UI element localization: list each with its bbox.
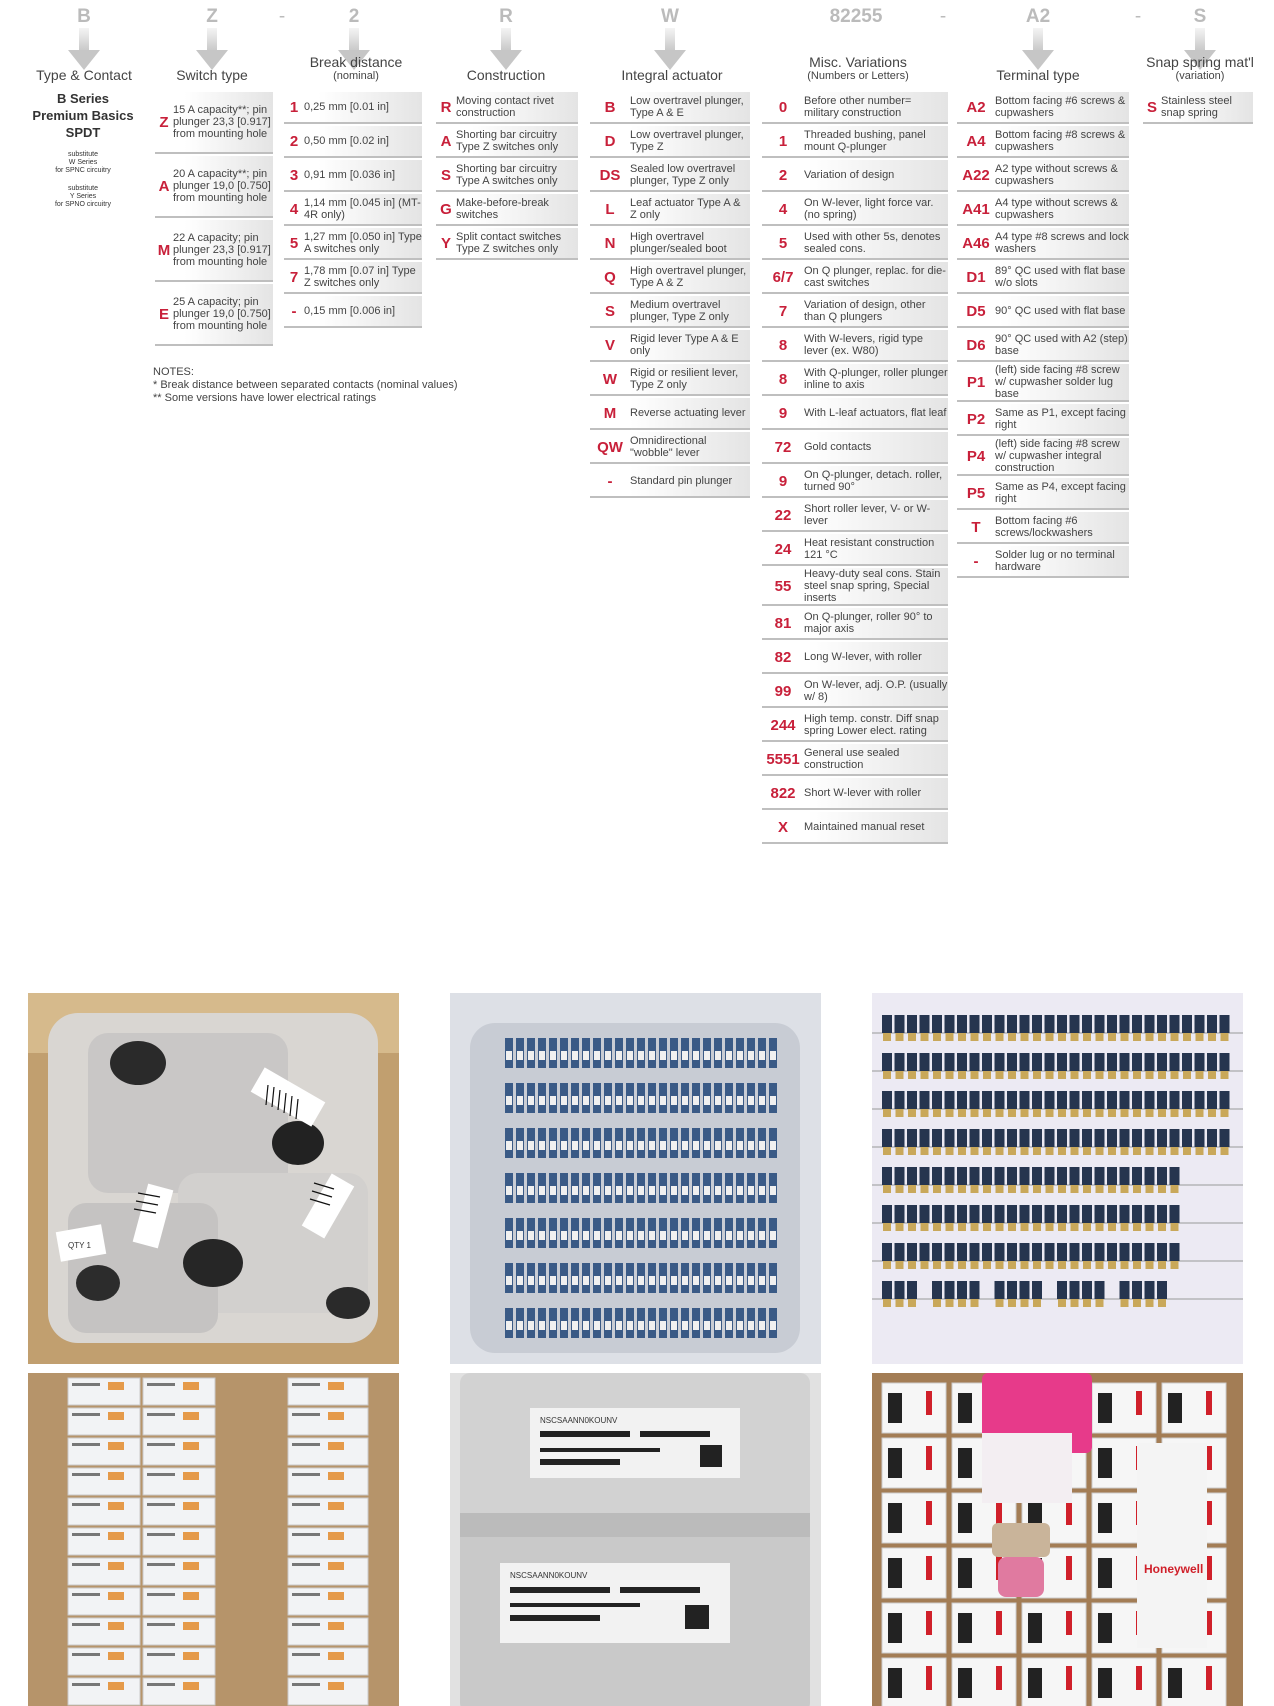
option-code: A — [440, 132, 452, 150]
switch-type-row — [155, 284, 273, 346]
bag-label-2: NSCSAANN0KOUNV — [510, 1571, 588, 1580]
option-description: 90° QC used with A2 (step) base — [995, 333, 1128, 357]
header-switch-type: Switch type — [176, 67, 248, 83]
option-code: 6/7 — [772, 268, 794, 286]
option-description: Short W-lever with roller — [804, 787, 922, 799]
option-description: 1,27 mm [0.050 in] Type A switches only — [304, 231, 422, 255]
option-description: 0,91 mm [0.036 in] — [304, 169, 396, 181]
type-premium-basics: Premium Basics — [32, 108, 134, 123]
misc-row — [762, 398, 948, 430]
option-code: 5 — [289, 234, 299, 252]
terminal-row — [957, 160, 1129, 192]
misc-row — [762, 642, 948, 674]
option-code: 5 — [778, 234, 788, 252]
construction-column — [436, 92, 578, 262]
type-spno: for SPNO circuitry — [54, 201, 111, 208]
code-letter-s: S — [1193, 6, 1207, 27]
misc-row — [762, 778, 948, 810]
break-distance-row — [284, 92, 422, 124]
option-description: 22 A capacity; pin plunger 23,3 [0.917] from mounting hole — [173, 232, 271, 268]
option-code: M — [603, 404, 617, 422]
option-description: 0,25 mm [0.01 in] — [304, 101, 389, 113]
option-description: 25 A capacity; pin plunger 19,0 [0.750] from mounting hole — [173, 296, 271, 332]
header-break-distance-sub: (nominal) — [333, 70, 379, 82]
snap-column — [1143, 92, 1253, 126]
option-code: A46 — [962, 234, 990, 252]
option-description: Threaded bushing, panel mount Q-plunger — [804, 129, 926, 153]
break-distance-row — [284, 126, 422, 158]
header-integral-actuator: Integral actuator — [621, 67, 723, 83]
option-code: A4 — [966, 132, 986, 150]
option-description: With W-levers, rigid type lever (ex. W80) — [804, 333, 923, 357]
misc-row — [762, 568, 948, 606]
option-description: Same as P1, except facing right — [995, 407, 1126, 431]
switch-type-row — [155, 156, 273, 218]
option-description: General use sealed construction — [804, 747, 900, 771]
option-description: Make-before-break switches — [456, 197, 549, 221]
option-code: B — [604, 98, 616, 116]
option-code: 1 — [289, 98, 299, 116]
terminal-row — [957, 364, 1129, 402]
type-y-series: Y Series — [69, 193, 97, 200]
terminal-row — [957, 330, 1129, 362]
option-code: 55 — [774, 577, 792, 595]
option-code: 2 — [289, 132, 299, 150]
misc-row — [762, 500, 948, 532]
down-arrow-icon — [202, 28, 222, 70]
option-code: N — [604, 234, 616, 252]
break-distance-row — [284, 194, 422, 226]
option-code: 9 — [778, 404, 788, 422]
option-description: High temp. constr. Diff snap spring Lower elect. rating — [804, 713, 939, 737]
option-description: On Q-plunger, roller 90° to major axis — [804, 611, 933, 635]
type-substitute-2: substitute — [68, 185, 98, 192]
option-code: A — [158, 177, 170, 195]
option-code: P5 — [966, 484, 986, 502]
misc-row — [762, 194, 948, 226]
header-construction: Construction — [466, 67, 546, 83]
option-code: 7 — [778, 302, 788, 320]
header-terminal: Terminal type — [996, 67, 1080, 83]
integral-actuator-row — [590, 194, 750, 226]
code-letter-r: R — [499, 6, 513, 27]
integral-actuator-row — [590, 330, 750, 362]
option-description: Rigid or resilient lever, Type Z only — [630, 367, 739, 391]
option-description: Low overtravel plunger, Type Z — [630, 129, 744, 153]
header-misc-title: Misc. Variations — [809, 54, 907, 70]
option-code: Q — [604, 268, 616, 286]
misc-row — [762, 330, 948, 362]
terminal-row — [957, 404, 1129, 436]
option-code: P2 — [966, 410, 986, 428]
integral-actuator-row — [590, 432, 750, 464]
option-description: 0,50 mm [0.02 in] — [304, 135, 389, 147]
option-code: M — [157, 241, 171, 259]
misc-row — [762, 296, 948, 328]
option-description: Medium overtravel plunger, Type Z only — [630, 299, 729, 323]
note-1: * Break distance between separated contacts (nominal values) — [153, 379, 458, 391]
option-description: Stainless steel snap spring — [1161, 95, 1232, 119]
option-code: 244 — [770, 716, 796, 734]
photo-foil-bags — [450, 1373, 821, 1706]
construction-row — [436, 92, 578, 124]
type-contact-column — [18, 90, 148, 209]
option-code: 5551 — [766, 750, 800, 768]
code-letter-w: W — [661, 6, 679, 27]
integral-actuator-row — [590, 160, 750, 192]
option-description: Before other number= military construction — [804, 95, 912, 119]
integral-actuator-row — [590, 228, 750, 260]
option-code: A22 — [962, 166, 990, 184]
type-substitute-1: substitute — [68, 151, 98, 158]
option-code: T — [971, 518, 981, 536]
option-description: Shorting bar circuitry Type Z switches only — [456, 129, 559, 153]
terminal-row — [957, 262, 1129, 294]
option-description: Sealed low overtravel plunger, Type Z only — [630, 163, 736, 187]
integral-actuator-row — [590, 466, 750, 498]
option-description: 90° QC used with flat base — [995, 305, 1126, 317]
notes-title: NOTES: — [153, 366, 194, 378]
option-description: Solder lug or no terminal hardware — [995, 549, 1115, 573]
option-description: Same as P4, except facing right — [995, 481, 1126, 505]
terminal-row — [957, 296, 1129, 328]
misc-row — [762, 432, 948, 464]
option-description: Bottom facing #8 screws & cupwashers — [995, 129, 1126, 153]
option-description: 1,78 mm [0.07 in] Type Z switches only — [304, 265, 416, 289]
code-letter-2: 2 — [348, 6, 360, 27]
notes — [153, 366, 458, 405]
option-code: D6 — [966, 336, 986, 354]
terminal-row — [957, 478, 1129, 510]
option-code: P4 — [966, 447, 986, 465]
down-arrow-icon — [496, 28, 516, 70]
option-code: D1 — [966, 268, 986, 286]
option-code: 0 — [778, 98, 788, 116]
header-misc-sub: (Numbers or Letters) — [807, 70, 909, 82]
option-code: 72 — [774, 438, 792, 456]
option-code: 2 — [778, 166, 788, 184]
option-code: 8 — [778, 370, 788, 388]
option-code: QW — [597, 438, 623, 456]
option-code: S — [440, 166, 451, 184]
integral-actuator-row — [590, 262, 750, 294]
option-code: - — [973, 552, 979, 570]
option-description: Heat resistant construction 121 °C — [804, 537, 935, 561]
header-misc — [807, 55, 908, 83]
option-code: 822 — [770, 784, 796, 802]
type-spdt: SPDT — [65, 125, 101, 140]
option-description: Long W-lever, with roller — [804, 651, 922, 663]
misc-row — [762, 160, 948, 192]
break-distance-row — [284, 296, 422, 328]
photo-honeywell-boxes — [872, 1373, 1243, 1706]
construction-row — [436, 228, 578, 260]
terminal-row — [957, 546, 1129, 578]
option-code: 1 — [778, 132, 788, 150]
option-description: On W-lever, adj. O.P. (usually w/ 8) — [804, 679, 948, 703]
break-distance-column — [284, 92, 422, 330]
option-description: On W-lever, light force var. (no spring) — [804, 197, 934, 221]
terminal-column — [957, 92, 1129, 580]
option-code: A2 — [966, 98, 986, 116]
code-number-82255: 82255 — [829, 6, 883, 27]
option-description: Omnidirectional "wobble" lever — [630, 435, 707, 459]
option-code: E — [158, 305, 169, 323]
option-description: Short roller lever, V- or W-lever — [804, 503, 931, 527]
terminal-row — [957, 228, 1129, 260]
option-description: High overtravel plunger, Type A & Z — [630, 265, 747, 289]
misc-row — [762, 466, 948, 498]
header-snap — [1146, 55, 1254, 83]
option-code: D — [604, 132, 616, 150]
option-description: On Q plunger, replac. for die-cast switches — [804, 265, 946, 289]
type-series: B Series — [56, 91, 110, 106]
option-code: 99 — [774, 682, 792, 700]
photo-qty-label: QTY 1 — [68, 1241, 91, 1250]
down-arrow-icon — [74, 28, 94, 70]
option-description: Bottom facing #6 screws & cupwashers — [995, 95, 1126, 119]
code-dash-2: - — [939, 6, 947, 27]
switch-type-row — [155, 92, 273, 154]
down-arrow-icon — [660, 28, 680, 70]
option-description: With L-leaf actuators, flat leaf — [804, 407, 947, 419]
option-description: Variation of design — [804, 169, 895, 181]
option-description: A2 type without screws & cupwashers — [995, 163, 1118, 187]
down-arrow-icon — [1028, 28, 1048, 70]
option-code: 82 — [774, 648, 792, 666]
option-code: 4 — [778, 200, 788, 218]
option-description: Heavy-duty seal cons. Stain steel snap spring, Special inserts — [804, 568, 941, 604]
integral-actuator-row — [590, 92, 750, 124]
option-description: A4 type without screws & cupwashers — [995, 197, 1118, 221]
code-dash-1: - — [278, 6, 286, 27]
option-code: W — [602, 370, 618, 388]
terminal-row — [957, 92, 1129, 124]
option-code: 8 — [778, 336, 788, 354]
option-code: P1 — [966, 373, 986, 391]
option-description: Moving contact rivet construction — [456, 95, 554, 119]
code-letter-b: B — [77, 6, 91, 27]
misc-row — [762, 364, 948, 396]
option-description: 15 A capacity**; pin plunger 23,3 [0.917] from mounting hole — [173, 104, 271, 140]
integral-actuator-row — [590, 126, 750, 158]
option-code: Y — [440, 234, 451, 252]
integral-actuator-column — [590, 92, 750, 500]
option-description: Standard pin plunger — [630, 475, 733, 487]
integral-actuator-row — [590, 364, 750, 396]
photo-switch-tray — [872, 993, 1243, 1364]
header-break-distance-title: Break distance — [309, 54, 403, 70]
option-code: 22 — [774, 506, 792, 524]
option-description: Gold contacts — [804, 441, 872, 453]
misc-column — [762, 92, 948, 846]
option-code: - — [291, 302, 297, 320]
photo-box-bags — [28, 993, 399, 1364]
option-description: Bottom facing #6 screws/lockwashers — [995, 515, 1093, 539]
header-snap-title: Snap spring mat'l — [1146, 54, 1254, 70]
option-code: S — [1146, 98, 1157, 116]
option-description: Rigid lever Type A & E only — [630, 333, 739, 357]
integral-actuator-row — [590, 296, 750, 328]
option-code: L — [605, 200, 615, 218]
option-description: 89° QC used with flat base w/o slots — [995, 265, 1126, 289]
option-code: 81 — [774, 614, 792, 632]
option-description: 1,14 mm [0.045 in] (MT-4R only) — [304, 197, 421, 221]
misc-row — [762, 262, 948, 294]
switch-type-column — [155, 92, 273, 348]
option-description: With Q-plunger, roller plunger inline to axis — [804, 367, 948, 391]
snap-row — [1143, 92, 1253, 124]
misc-row — [762, 812, 948, 844]
honeywell-brand: Honeywell — [1144, 1562, 1204, 1576]
code-letter-a2: A2 — [1025, 6, 1051, 27]
terminal-row — [957, 194, 1129, 226]
option-code: A41 — [962, 200, 990, 218]
option-description: (left) side facing #8 screw w/ cupwasher solder lug base — [995, 364, 1120, 400]
note-2: ** Some versions have lower electrical ratings — [153, 392, 377, 404]
option-description: On Q-plunger, detach. roller, turned 90° — [804, 469, 943, 493]
option-description: 0,15 mm [0.006 in] — [304, 305, 396, 317]
option-description: Used with other 5s, denotes sealed cons. — [804, 231, 941, 255]
terminal-row — [957, 126, 1129, 158]
option-code: 24 — [774, 540, 792, 558]
option-description: Maintained manual reset — [804, 821, 925, 833]
option-description: (left) side facing #8 screw w/ cupwasher integral construction — [995, 438, 1120, 474]
header-type-contact: Type & Contact — [36, 67, 132, 83]
construction-row — [436, 160, 578, 192]
misc-row — [762, 92, 948, 124]
break-distance-row — [284, 228, 422, 260]
option-description: High overtravel plunger/sealed boot — [630, 231, 727, 255]
option-code: - — [607, 472, 613, 490]
construction-row — [436, 194, 578, 226]
option-description: Split contact switches Type Z switches only — [456, 231, 562, 255]
switch-type-row — [155, 220, 273, 282]
option-code: S — [604, 302, 615, 320]
terminal-row — [957, 438, 1129, 476]
break-distance-row — [284, 160, 422, 192]
misc-row — [762, 676, 948, 708]
code-dash-3: - — [1134, 6, 1142, 27]
photo-bagged-switches — [450, 993, 821, 1364]
option-code: G — [440, 200, 452, 218]
misc-row — [762, 710, 948, 742]
misc-row — [762, 744, 948, 776]
option-code: 3 — [289, 166, 299, 184]
break-distance-row — [284, 262, 422, 294]
option-description: A4 type #8 screws and lock washers — [995, 231, 1129, 255]
option-code: 4 — [289, 200, 299, 218]
type-spnc: for SPNC circuitry — [55, 167, 111, 174]
option-description: Low overtravel plunger, Type A & E — [630, 95, 744, 119]
misc-row — [762, 534, 948, 566]
misc-row — [762, 608, 948, 640]
type-w-series: W Series — [68, 159, 98, 166]
option-code: 7 — [289, 268, 299, 286]
misc-row — [762, 126, 948, 158]
option-description: Variation of design, other than Q plungers — [804, 299, 926, 323]
header-break-distance — [310, 55, 403, 83]
integral-actuator-row — [590, 398, 750, 430]
misc-row — [762, 228, 948, 260]
option-code: Z — [159, 113, 169, 131]
terminal-row — [957, 512, 1129, 544]
option-code: 9 — [778, 472, 788, 490]
photo-boxed-switches — [28, 1373, 399, 1706]
option-description: 20 A capacity**; pin plunger 19,0 [0.750] from mounting hole — [173, 168, 271, 204]
option-description: Shorting bar circuitry Type A switches only — [456, 163, 558, 187]
option-code: X — [777, 818, 788, 836]
construction-row — [436, 126, 578, 158]
code-letter-z: Z — [206, 6, 218, 27]
option-code: R — [440, 98, 452, 116]
option-description: Leaf actuator Type A & Z only — [630, 197, 741, 221]
option-code: D5 — [966, 302, 986, 320]
bag-label-1: NSCSAANN0KOUNV — [540, 1416, 618, 1425]
option-description: Reverse actuating lever — [630, 407, 746, 419]
option-code: V — [604, 336, 615, 354]
option-code: DS — [599, 166, 621, 184]
header-snap-sub: (variation) — [1175, 70, 1225, 82]
